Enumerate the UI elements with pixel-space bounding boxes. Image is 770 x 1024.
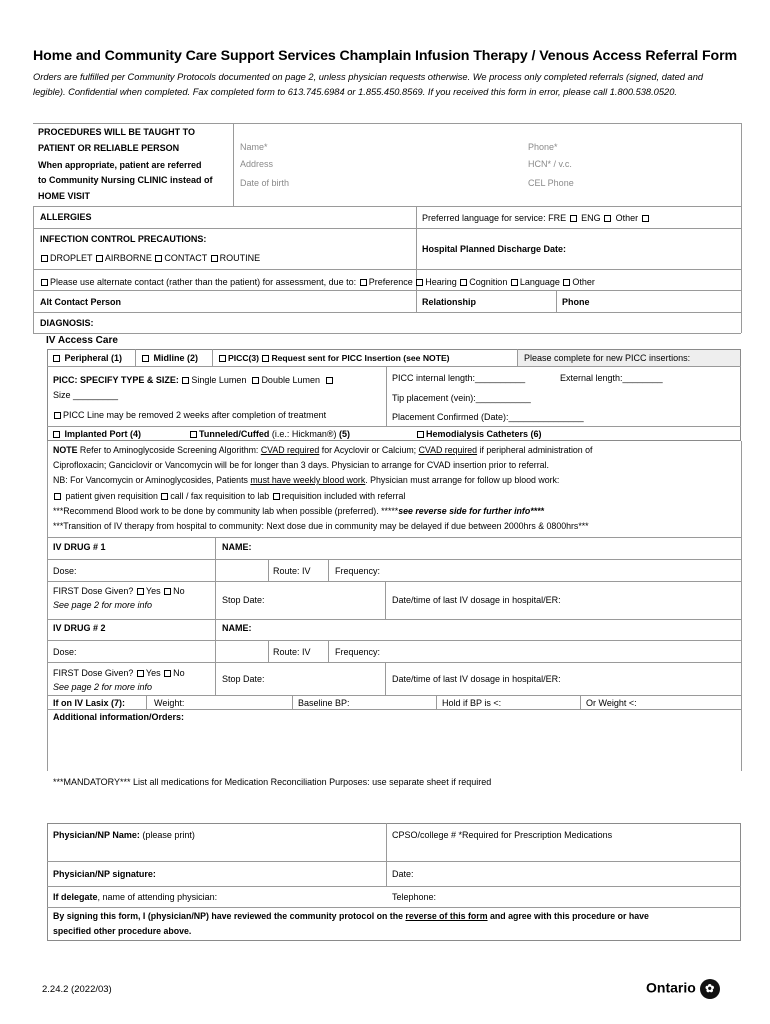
drug-2-stop-date[interactable]: Stop Date:: [222, 674, 265, 684]
clinic-note-2: to Community Nursing CLINIC instead of: [38, 175, 213, 185]
picc-checkbox[interactable]: [219, 355, 226, 362]
picc-size[interactable]: Size _________: [53, 390, 119, 400]
phone-field[interactable]: Phone*: [528, 142, 558, 152]
cel-phone-field[interactable]: CEL Phone: [528, 178, 574, 188]
picc-removal: PICC Line may be removed 2 weeks after completion of treatment: [53, 409, 326, 421]
delegate-name[interactable]: If delegate, name of attending physician:: [53, 892, 218, 902]
call-fax-checkbox[interactable]: [161, 493, 168, 500]
picc-specify: PICC: SPECIFY TYPE & SIZE: Single Lumen Double Lumen: [53, 374, 335, 386]
drug-1-dose[interactable]: Dose:: [53, 566, 77, 576]
dob-field[interactable]: Date of birth: [240, 178, 290, 188]
tip-placement[interactable]: Tip placement (vein):___________: [392, 393, 531, 403]
implanted-port-option[interactable]: Implanted Port (4): [52, 428, 141, 440]
hemodialysis-option[interactable]: Hemodialysis Catheters (6): [416, 428, 542, 440]
hemodialysis-checkbox[interactable]: [417, 431, 424, 438]
drug-1-route[interactable]: Route: IV: [273, 566, 311, 576]
other-reason-checkbox[interactable]: [563, 279, 570, 286]
droplet-checkbox[interactable]: [41, 255, 48, 262]
other-lumen-checkbox[interactable]: [326, 377, 333, 384]
single-lumen-checkbox[interactable]: [182, 377, 189, 384]
address-field[interactable]: Address: [240, 159, 274, 169]
signing-statement-2: specified other procedure above.: [53, 926, 192, 936]
intro-text: Orders are fulfilled per Community Protocols documented on page 2, unless physician requests otherwise. We process only completed referrals (signed, dated and legible). Confidential when completed. Fax completed form to 613.745.6984 or 1.855.450.8569. If you received this form in error, please call 1.800.538.0520.: [33, 72, 704, 97]
trillium-icon: ✿: [700, 979, 720, 999]
cognition-checkbox[interactable]: [460, 279, 467, 286]
note-line-4: patient given requisition call / fax requisition to lab requisition included with referral: [53, 490, 405, 502]
lasix-weight[interactable]: Weight:: [154, 698, 185, 708]
baseline-bp[interactable]: Baseline BP:: [298, 698, 350, 708]
picc-request-checkbox[interactable]: [262, 355, 269, 362]
relationship-label: Relationship: [422, 297, 477, 307]
peripheral-checkbox[interactable]: [53, 355, 60, 362]
preference-checkbox[interactable]: [360, 279, 367, 286]
cpso-number[interactable]: CPSO/college # *Required for Prescription Medications: [392, 830, 613, 840]
delegate-telephone[interactable]: Telephone:: [392, 892, 437, 902]
implanted-port-checkbox[interactable]: [53, 431, 60, 438]
airborne-checkbox[interactable]: [96, 255, 103, 262]
peripheral-option[interactable]: Peripheral (1): [52, 352, 122, 364]
drug-1-last-dose[interactable]: Date/time of last IV dosage in hospital/ER:: [392, 595, 561, 605]
tunneled-checkbox[interactable]: [190, 431, 197, 438]
hold-if-bp[interactable]: Hold if BP is <:: [442, 698, 502, 708]
requisition-given-checkbox[interactable]: [54, 493, 61, 500]
picc-option[interactable]: PICC(3) Request sent for PICC Insertion (see NOTE): [218, 352, 450, 364]
eng-checkbox[interactable]: [604, 215, 611, 222]
allergies-label: ALLERGIES: [40, 212, 92, 222]
midline-checkbox[interactable]: [142, 355, 149, 362]
picc-internal-length[interactable]: PICC internal length:__________: [392, 373, 526, 383]
signing-statement: By signing this form, I (physician/NP) have reviewed the community protocol on the reverse of this form and agree with this procedure or have: [53, 911, 649, 921]
signature-date[interactable]: Date:: [392, 869, 414, 879]
drug-1-frequency[interactable]: Frequency:: [335, 566, 381, 576]
hearing-checkbox[interactable]: [416, 279, 423, 286]
note-line-5: ***Recommend Blood work to be done by community lab when possible (preferred). *****see reverse side for further info****: [53, 506, 544, 516]
double-lumen-checkbox[interactable]: [252, 377, 259, 384]
alt-contact-person-label: Alt Contact Person: [40, 297, 122, 307]
drug-2-first-dose: FIRST Dose Given? Yes No: [53, 668, 185, 678]
alt-phone-label: Phone: [562, 297, 590, 307]
tunneled-option[interactable]: Tunneled/Cuffed (i.e.: Hickman®) (5): [189, 428, 350, 440]
placement-confirmed[interactable]: Placement Confirmed (Date):_______________: [392, 412, 584, 422]
form-title: Home and Community Care Support Services Champlain Infusion Therapy / Venous Access Referral Form: [33, 48, 738, 64]
drug-2-dose[interactable]: Dose:: [53, 647, 77, 657]
alt-contact-checkbox[interactable]: [41, 279, 48, 286]
routine-checkbox[interactable]: [211, 255, 218, 262]
infection-options: DROPLET AIRBORNE CONTACT ROUTINE: [40, 252, 260, 264]
additional-info-label: Additional information/Orders:: [53, 712, 185, 722]
midline-option[interactable]: Midline (2): [141, 352, 198, 364]
note-line-1: NOTE Refer to Aminoglycoside Screening Algorithm: CVAD required for Acyclovir or Calcium; CVAD required if peripheral administration of: [53, 445, 593, 455]
name-field[interactable]: Name*: [240, 142, 268, 152]
drug-2-yes-checkbox[interactable]: [137, 670, 144, 677]
new-picc-note: Please complete for new PICC insertions:: [524, 353, 691, 363]
picc-external-length[interactable]: External length:________: [560, 373, 663, 383]
requisition-included-checkbox[interactable]: [273, 493, 280, 500]
note-line-2: Ciprofloxacin; Ganciclovir or Vancomycin will be for longer than 3 days. Physician to arrange for CVAD insertion prior to referral.: [53, 460, 549, 470]
clinic-note-3: HOME VISIT: [38, 191, 91, 201]
drug-2-see-page: See page 2 for more info: [53, 682, 153, 692]
drug-2-route[interactable]: Route: IV: [273, 647, 311, 657]
form-code: 2.24.2 (2022/03): [42, 984, 112, 995]
diagnosis-label: DIAGNOSIS:: [40, 318, 94, 328]
fre-checkbox[interactable]: [570, 215, 577, 222]
other-language-checkbox[interactable]: [642, 215, 649, 222]
note-line-3: NB: For Vancomycin or Aminoglycosides, Patients must have weekly blood work. Physician must arrange for follow up blood work:: [53, 475, 560, 485]
drug-1-yes-checkbox[interactable]: [137, 588, 144, 595]
alt-contact-note: Please use alternate contact (rather than the patient) for assessment, due to: Preference Hearing Cognition Language Other: [40, 276, 595, 288]
drug-2-frequency[interactable]: Frequency:: [335, 647, 381, 657]
drug-1-stop-date[interactable]: Stop Date:: [222, 595, 265, 605]
hcn-field[interactable]: HCN* / v.c.: [528, 159, 572, 169]
iv-access-heading: IV Access Care: [46, 335, 118, 346]
procedures-label-2: PATIENT OR RELIABLE PERSON: [38, 143, 180, 153]
note-line-6: ***Transition of IV therapy from hospital to community: Next dose due in community may be delayed if due between 2000hrs & 0800hrs***: [53, 521, 589, 531]
picc-removal-checkbox[interactable]: [54, 412, 61, 419]
drug-2-last-dose[interactable]: Date/time of last IV dosage in hospital/ER:: [392, 674, 561, 684]
preferred-language: Preferred language for service: FRE ENG Other: [422, 212, 651, 224]
discharge-date-label: Hospital Planned Discharge Date:: [422, 244, 567, 254]
procedures-label: PROCEDURES WILL BE TAUGHT TO: [38, 127, 196, 137]
iv-drug-1-label: IV DRUG # 1: [53, 542, 106, 552]
drug-2-no-checkbox[interactable]: [164, 670, 171, 677]
iv-drug-2-label: IV DRUG # 2: [53, 623, 106, 633]
drug-1-no-checkbox[interactable]: [164, 588, 171, 595]
lasix-label: If on IV Lasix (7):: [53, 698, 126, 708]
drug-1-name[interactable]: NAME:: [222, 542, 252, 552]
physician-signature[interactable]: Physician/NP signature:: [53, 869, 156, 879]
ontario-logo: Ontario ✿: [646, 979, 720, 999]
or-weight[interactable]: Or Weight <:: [586, 698, 637, 708]
contact-checkbox[interactable]: [155, 255, 162, 262]
mandatory-note: ***MANDATORY*** List all medications for Medication Reconciliation Purposes: use separate sheet if required: [53, 777, 492, 787]
infection-control-label: INFECTION CONTROL PRECAUTIONS:: [40, 234, 207, 244]
drug-1-first-dose: FIRST Dose Given? Yes No: [53, 586, 185, 596]
language-checkbox[interactable]: [511, 279, 518, 286]
clinic-note: When appropriate, patient are referred: [38, 160, 202, 170]
physician-name[interactable]: Physician/NP Name: (please print): [53, 830, 195, 840]
drug-1-see-page: See page 2 for more info: [53, 600, 153, 610]
drug-2-name[interactable]: NAME:: [222, 623, 252, 633]
